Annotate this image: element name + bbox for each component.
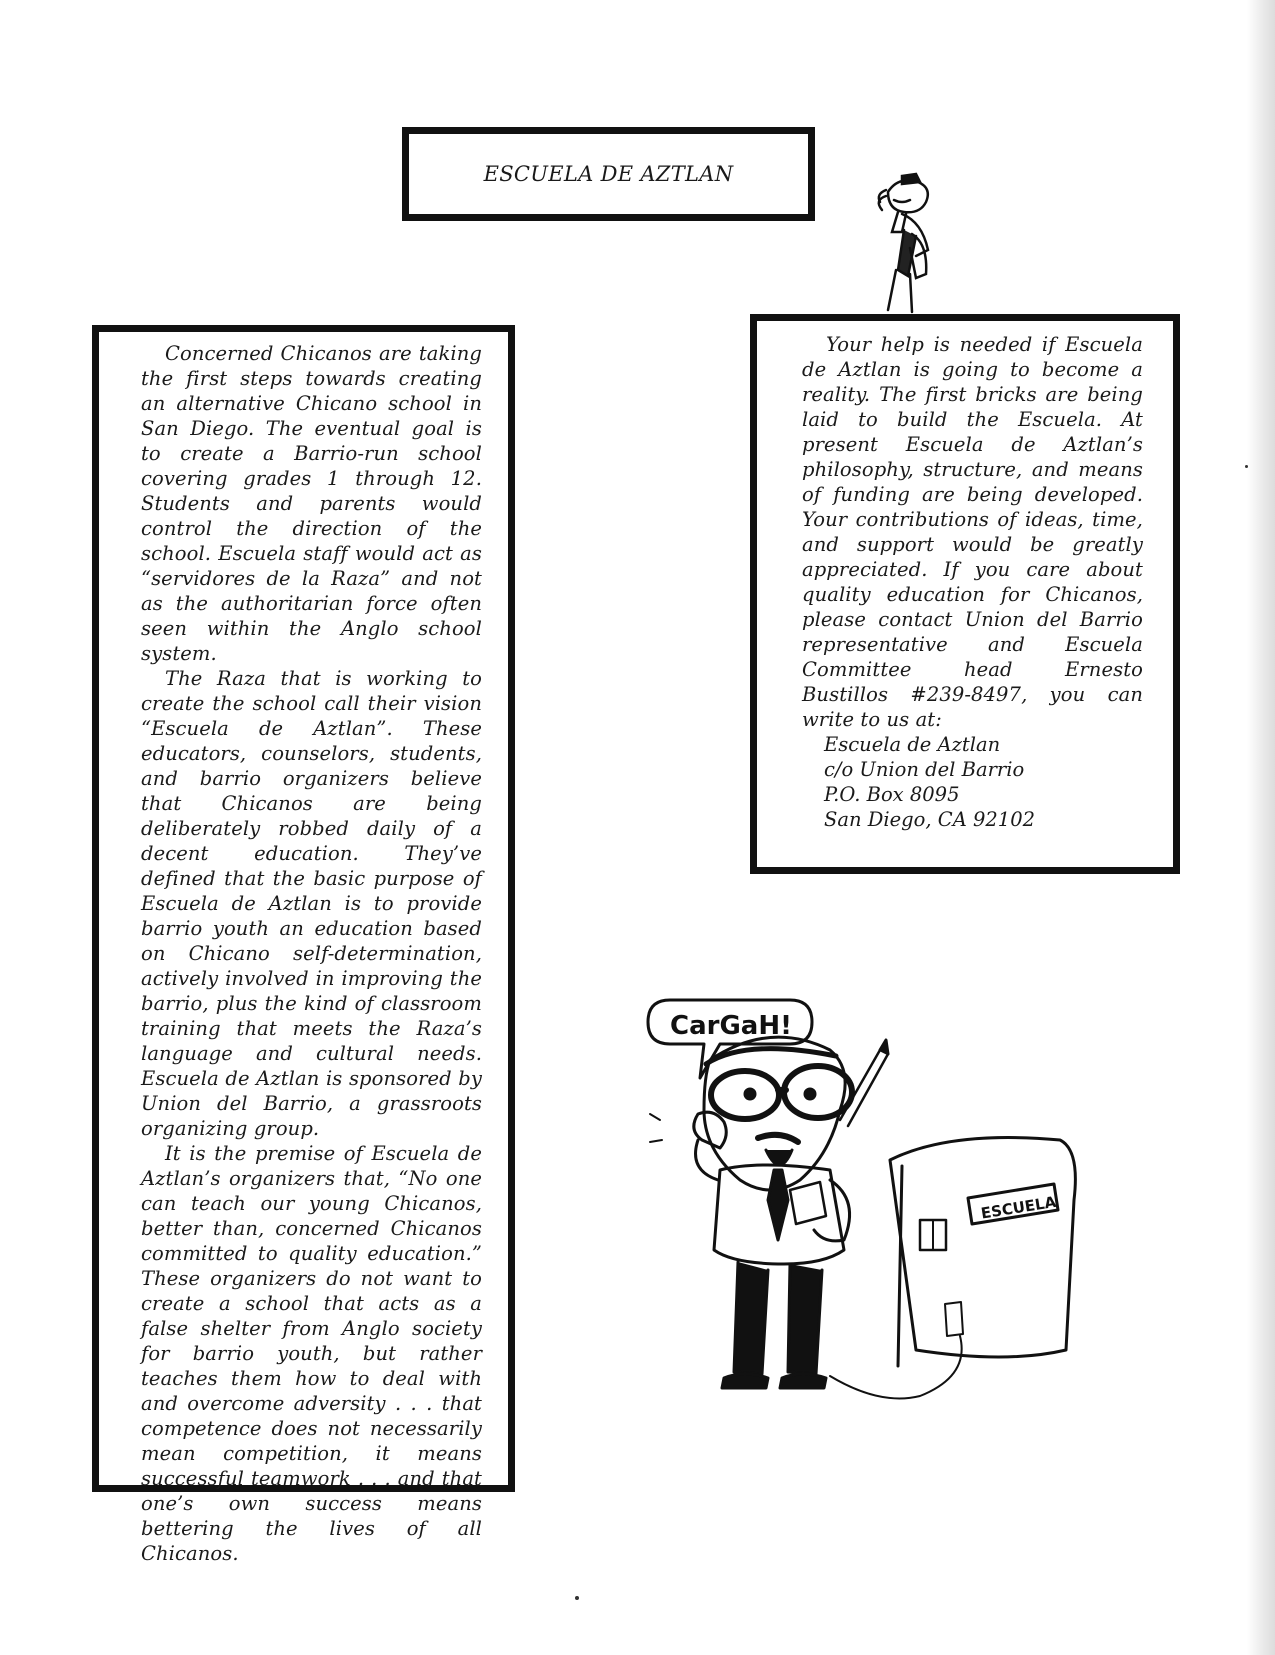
article-paragraph: The Raza that is working to create the school call their vision “Escuela de Aztlan”. These educators, counselors, students, and barrio organizers believe that Chicanos are being deliberately robbed daily of a decent education. They’ve defined that the basic purpose of Escuela de Aztlan is to provide barrio youth an education based on Chicano self-determination, actively involved in improving the barrio, plus the kind of classroom training that meets the Raza’s language and cultural needs. Escuela de Aztlan is sponsored by Union del Barrio, a grassroots organizing group. [141,667,482,1140]
address-line: P.O. Box 8095 [824,783,960,806]
glasses-right-lens [784,1066,852,1118]
article-paragraph: It is the premise of Escuela de Aztlan’s organizers that, “No one can teach our young Chicanos, better than, concerned Chicanos committed to quality education.” These organizers do not want to create a school that acts as a false shelter from Anglo society for barrio youth, but rather teaches them how to deal with and overcome adversity . . . that competence does not necessarily mean competition, it means successful teamwork . . . and that one’s own success means bettering the lives of all Chicanos. [141,1142,482,1565]
top-cartoon-figure [868,170,958,315]
page-edge-shadow [1247,0,1275,1655]
address-line: c/o Union del Barrio [824,758,1025,781]
contact-paragraph: Your help is needed if Escuela de Aztlan is going to become a reality. The first bricks are being laid to build the Escuela. At present Escuela de Aztlan’s philosophy, structure, and means of funding are being developed. Your contributions of ideas, time, and support would be greatly appreciated. If you care about quality education for Chicanos, please contact Union del Barrio representative and Escuela Committee head Ernesto Bustillos #239-8497, you can write to us at: [802,333,1143,731]
address-line: San Diego, CA 92102 [824,808,1036,831]
title-box [402,127,815,221]
speck [575,1596,579,1600]
figure-head [888,180,928,212]
address-line: Escuela de Aztlan [824,733,1001,756]
contact-box [750,314,1180,874]
school-building [890,1138,1075,1358]
article-paragraph: Concerned Chicanos are taking the first steps towards creating an alternative Chicano school in San Diego. The eventual goal is to create a Barrio-run school covering grades 1 through 12. Students and parents would control the direction of the school. Escuela staff would act as “servidores de la Raza” and not as the authoritarian force often seen within the Anglo school system. [141,342,482,665]
speck [1245,465,1248,468]
speech-bubble-text: CarGaH! [670,1011,792,1041]
article-left-column [92,325,515,1565]
building-sign-text: ESCUELA [979,1192,1058,1223]
bottom-cartoon [640,990,1110,1430]
page-title: ESCUELA DE AZTLAN [483,162,734,186]
